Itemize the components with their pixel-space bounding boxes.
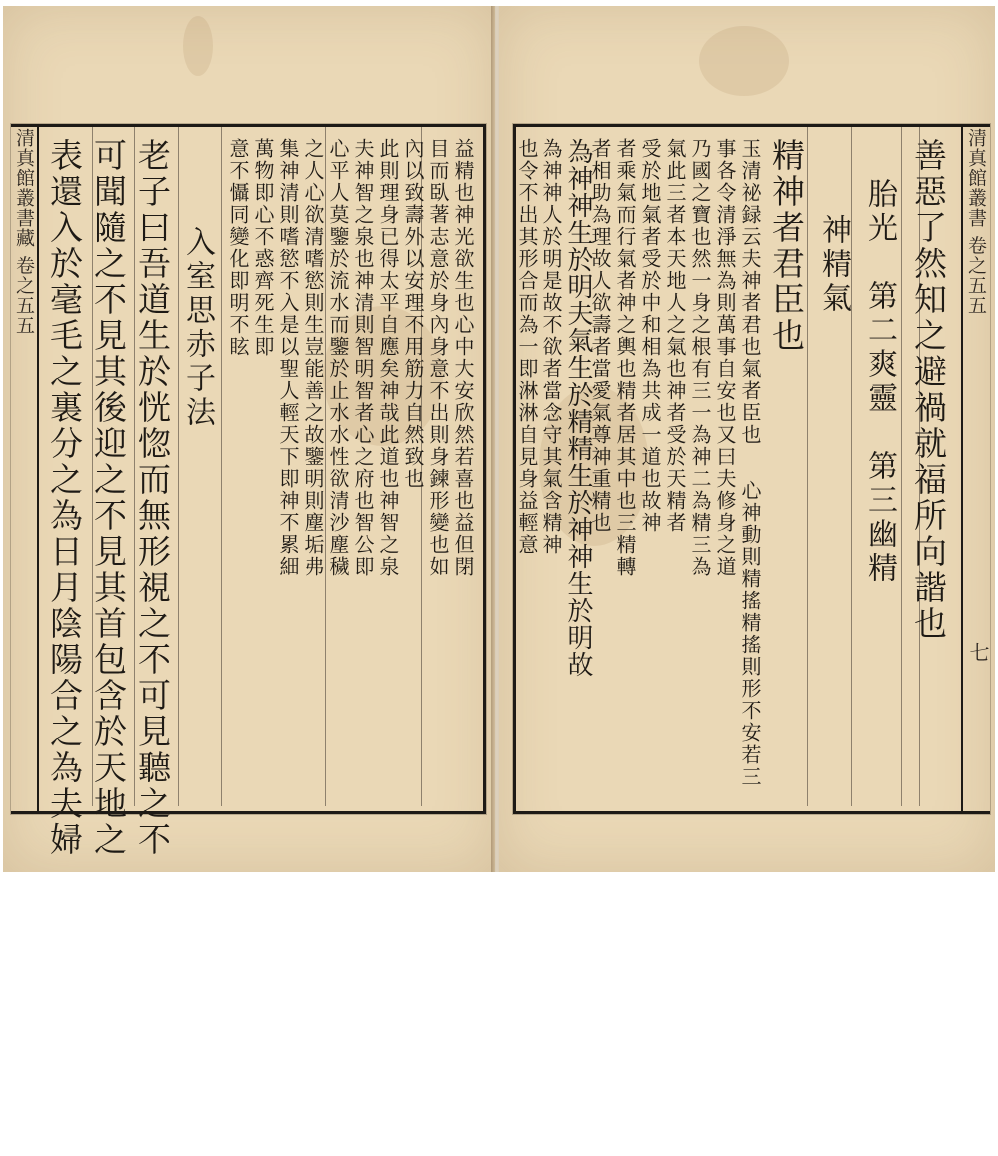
column-rule bbox=[807, 126, 808, 806]
text-column: 表還入於毫毛之裏分之為日月陰陽合之為夫婦 bbox=[45, 138, 84, 858]
text-column: 善惡了然知之避禍就福所向諧也 bbox=[909, 138, 948, 642]
text-column: 萬物即心不惑齊死生即 bbox=[251, 138, 275, 358]
text-column: 精神者君臣也 bbox=[767, 138, 806, 354]
right-banxin bbox=[961, 124, 989, 814]
book-spread bbox=[3, 6, 995, 872]
text-column: 心平人莫鑒於流水而鑒於止水水性欲清沙塵穢 bbox=[326, 138, 350, 578]
text-column: 心神動則精搖精搖則形不安若三 bbox=[738, 480, 762, 788]
text-column: 夫神智之泉也神清則智明智者心之府也智公即 bbox=[351, 138, 375, 578]
text-column: 集神清則嗜慾不入是以聖人輕天下即神不累細 bbox=[276, 138, 300, 578]
text-column: 為神神人於明是故不欲者當念守其氣含精神 bbox=[539, 138, 563, 556]
text-column: 者乘氣而行氣者神之輿也精者居其中也三精轉 bbox=[613, 138, 637, 578]
section-heading: 胎光 第二爽靈 第三幽精 bbox=[862, 178, 897, 586]
left-banxin-text: 清真館叢書藏 卷之五五 bbox=[13, 128, 35, 336]
text-column: 也令不出其形合而為一即淋淋自見身益輕意 bbox=[515, 138, 539, 556]
text-column: 乃國之寶也然一身之根有三一為神二為精三為 bbox=[688, 138, 712, 578]
section-heading: 入室思赤子法 bbox=[180, 226, 215, 430]
left-banxin bbox=[11, 124, 39, 814]
text-column: 此則理身已得太平自應矣神哉此道也神智之泉 bbox=[376, 138, 400, 578]
paper-stain bbox=[183, 16, 213, 76]
left-page bbox=[3, 6, 495, 872]
paper-stain bbox=[699, 26, 789, 96]
text-column: 玉清祕録云夫神者君也氣者臣也 bbox=[738, 138, 762, 446]
text-column: 受於地氣者受於中和相為共成一道也故神 bbox=[638, 138, 662, 534]
text-column: 事各令清淨無為則萬事自安也又曰夫修身之道 bbox=[713, 138, 737, 578]
text-column: 目而臥著志意於身內身意不出則身鍊形變也如 bbox=[426, 138, 450, 578]
column-rule bbox=[901, 126, 902, 806]
right-banxin-text: 清真館叢書 卷之五五 bbox=[965, 128, 987, 316]
text-column: 意不懾同變化即明不眩 bbox=[226, 138, 250, 358]
column-rule bbox=[851, 126, 852, 806]
text-column: 內以致壽外以安理不用筋力自然致也 bbox=[401, 138, 425, 490]
text-column: 氣此三者本天地人之氣也神者受於天精者 bbox=[663, 138, 687, 534]
text-column: 為神神生於明夫氣生於精精生於神神生於明故 bbox=[563, 138, 593, 678]
section-heading: 神精氣 bbox=[816, 214, 851, 316]
text-column: 可聞隨之不見其後迎之不見其首包含於天地之 bbox=[89, 138, 128, 858]
text-column: 之人心欲清嗜慾則生豈能善之故鑒明則塵垢弗 bbox=[301, 138, 325, 578]
page-number: 七 bbox=[966, 642, 990, 662]
text-column: 者相助為理故人欲壽者當愛氣尊神重精也 bbox=[588, 138, 612, 534]
text-column: 益精也神光欲生也心中大安欣然若喜也益但閉 bbox=[451, 138, 475, 578]
column-rule bbox=[221, 126, 222, 806]
text-column: 老子曰吾道生於恍惚而無形視之不可見聽之不 bbox=[133, 138, 172, 858]
